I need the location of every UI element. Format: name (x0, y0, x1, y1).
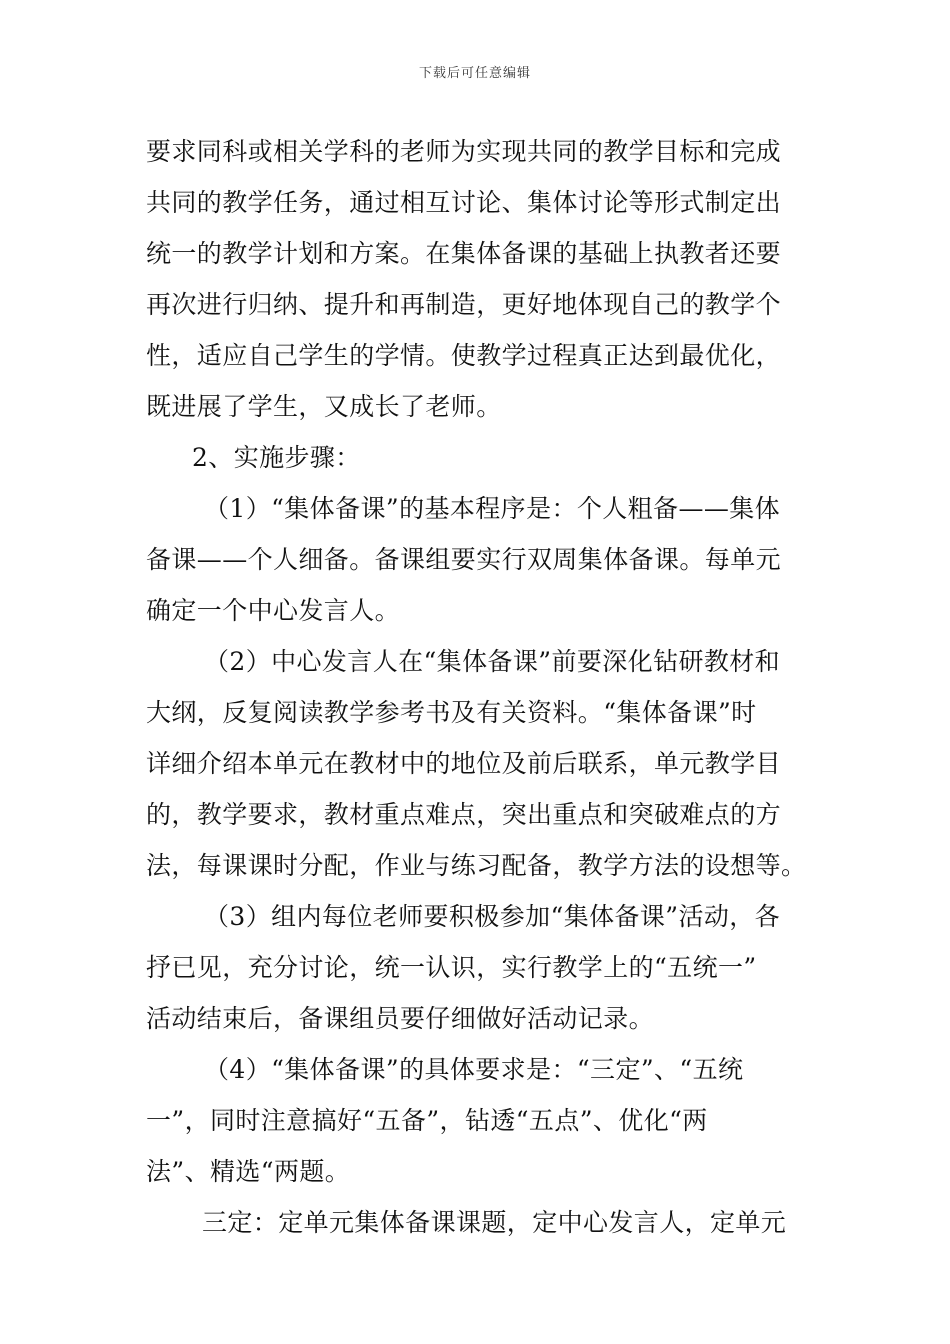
text-line: （1）“集体备课”的基本程序是：个人粗备——集体 (204, 494, 781, 523)
text-line: 统一的教学计划和方案。在集体备课的基础上执教者还要 (146, 239, 782, 268)
page-header: 下载后可任意编辑 (418, 66, 531, 81)
text-line: 详细介绍本单元在教材中的地位及前后联系，单元教学目 (146, 749, 782, 778)
text-line: 共同的教学任务，通过相互讨论、集体讨论等形式制定出 (146, 188, 782, 217)
text-line: （3）组内每位老师要积极参加“集体备课”活动，各 (204, 902, 781, 931)
text-line: 活动结束后，备课组员要仔细做好活动记录。 (146, 1004, 655, 1033)
text-line: 性，适应自己学生的学情。使教学过程真正达到最优化， (146, 341, 782, 370)
text-line: 既进展了学生，又成长了老师。 (146, 392, 502, 421)
text-line: 法”、精选“两题。 (146, 1157, 351, 1186)
text-line: 备课——个人细备。备课组要实行双周集体备课。每单元 (146, 545, 782, 574)
document-body (146, 126, 808, 1248)
text-line: 确定一个中心发言人。 (146, 596, 401, 625)
text-line: 再次进行归纳、提升和再制造，更好地体现自己的教学个 (146, 290, 782, 319)
text-line: 一”，同时注意搞好“五备”，钻透“五点”、优化“两 (146, 1106, 708, 1135)
text-line: 的，教学要求，教材重点难点，突出重点和突破难点的方 (146, 800, 782, 829)
text-line: 三定：定单元集体备课课题，定中心发言人，定单元 (202, 1208, 787, 1237)
text-line: （4）“集体备课”的具体要求是：“三定”、“五统 (204, 1055, 744, 1084)
text-line: 抒已见，充分讨论，统一认识，实行教学上的“五统一” (146, 953, 757, 982)
text-line: 法，每课课时分配，作业与练习配备，教学方法的设想等。 (146, 851, 807, 880)
text-line: （2）中心发言人在“集体备课”前要深化钻研教材和 (204, 647, 781, 676)
section-heading: 2、实施步骤： (192, 443, 361, 472)
text-line: 要求同科或相关学科的老师为实现共同的教学目标和完成 (146, 137, 782, 166)
text-line: 大纲，反复阅读教学参考书及有关资料。“集体备课”时 (146, 698, 757, 727)
